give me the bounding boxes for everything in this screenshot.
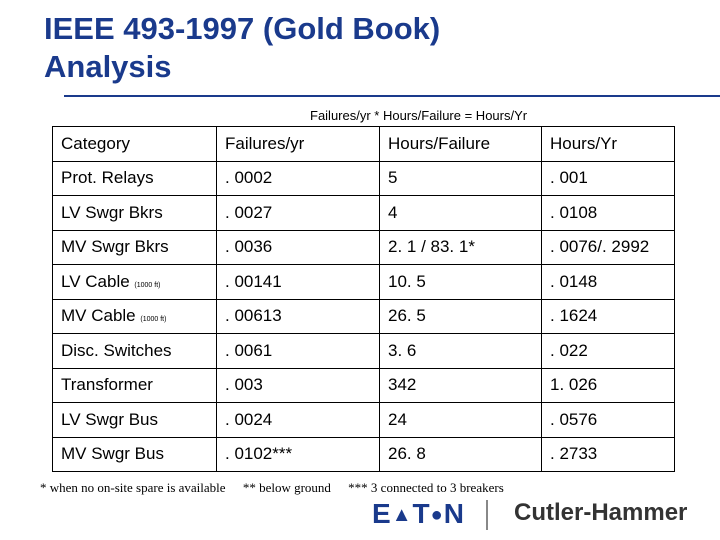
table-row (53, 437, 675, 472)
cell-hours-yr-text: . 022 (550, 340, 588, 360)
cell-hours-failure (380, 403, 542, 438)
table-row (53, 368, 675, 403)
cell-hours-failure (380, 265, 542, 300)
cell-hours-failure (380, 161, 542, 196)
cell-failures-yr-text: . 0027 (225, 202, 273, 222)
cell-failures-yr (217, 334, 380, 369)
cell-hours-failure (380, 334, 542, 369)
table-row (53, 196, 675, 231)
cell-hours-yr-text: . 1624 (550, 306, 598, 326)
cell-failures-yr-text: . 00613 (225, 306, 282, 326)
cell-category-text: MV Swgr Bkrs (61, 237, 169, 257)
logo-divider (486, 500, 488, 530)
cell-failures-yr (217, 265, 380, 300)
cell-category-text: LV Swgr Bus (61, 409, 159, 429)
cell-hours-yr-text: . 0108 (550, 202, 598, 222)
cell-hours-yr (542, 437, 675, 472)
cell-hours-failure-text: 2. 1 / 83. 1* (388, 237, 475, 257)
cell-hours-yr (542, 334, 675, 369)
footnote-below-ground: ** below ground (242, 480, 331, 495)
cell-hours-yr (542, 403, 675, 438)
cell-failures-yr-text: . 0024 (225, 409, 273, 429)
cell-hours-yr (542, 299, 675, 334)
cell-hours-failure-text: 10. 5 (388, 271, 426, 291)
header-category: Category (53, 127, 217, 162)
cell-hours-yr (542, 265, 675, 300)
cell-hours-yr (542, 368, 675, 403)
header-failures-yr: Failures/yr (217, 127, 380, 162)
eaton-logo: E▲T●N (372, 498, 465, 529)
cell-hours-failure (380, 196, 542, 231)
cell-category-text: Prot. Relays (61, 168, 154, 188)
cell-hours-yr-text: . 0076/. 2992 (550, 237, 650, 257)
header-hours-yr: Hours/Yr (542, 127, 675, 162)
cell-category-note: (1000 ft) (134, 281, 161, 289)
table-header-row (53, 127, 675, 162)
cell-category-text: Disc. Switches (61, 340, 172, 360)
cell-hours-failure (380, 299, 542, 334)
cell-category-text: LV Swgr Bkrs (61, 202, 163, 222)
cell-hours-failure-text: 26. 8 (388, 444, 426, 464)
cell-category-note: (1000 ft) (140, 316, 167, 324)
cell-failures-yr (217, 299, 380, 334)
cell-failures-yr-text: . 003 (225, 375, 263, 395)
slide-title-line2: Analysis (44, 49, 172, 84)
cell-category-text: MV Cable (61, 306, 136, 326)
cell-hours-yr (542, 196, 675, 231)
cell-hours-failure (380, 368, 542, 403)
cell-hours-failure-text: 5 (388, 168, 398, 188)
slide-title-line1: IEEE 493-1997 (Gold Book) (44, 11, 441, 46)
cell-failures-yr (217, 403, 380, 438)
brand-logos (372, 498, 702, 532)
cell-hours-failure-text: 3. 6 (388, 340, 417, 360)
cell-category (53, 299, 217, 334)
table-row (53, 161, 675, 196)
cell-failures-yr-text: . 0036 (225, 237, 273, 257)
cell-category (53, 230, 217, 265)
cell-category-text: LV Cable (61, 271, 130, 291)
table-row (53, 403, 675, 438)
cell-hours-yr (542, 230, 675, 265)
cell-failures-yr (217, 161, 380, 196)
table-row (53, 265, 675, 300)
cell-failures-yr-text: . 0061 (225, 340, 273, 360)
cell-hours-failure-text: 4 (388, 202, 398, 222)
slide-title (44, 10, 440, 86)
cell-failures-yr (217, 437, 380, 472)
table-row (53, 299, 675, 334)
table-row (53, 230, 675, 265)
cell-hours-failure-text: 26. 5 (388, 306, 426, 326)
cell-failures-yr-text: . 0102*** (225, 444, 293, 464)
cell-hours-yr-text: . 001 (550, 168, 588, 188)
footnote-spare: * when no on-site spare is available (40, 480, 226, 495)
cell-failures-yr-text: . 00141 (225, 271, 282, 291)
cell-failures-yr-text: . 0002 (225, 168, 273, 188)
cell-category (53, 196, 217, 231)
cell-hours-yr-text: 1. 026 (550, 375, 598, 395)
cell-hours-yr-text: . 0148 (550, 271, 598, 291)
footnotes (40, 480, 518, 496)
cell-failures-yr (217, 368, 380, 403)
reliability-table (52, 126, 675, 472)
header-hours-failure: Hours/Failure (380, 127, 542, 162)
title-underline (64, 95, 720, 97)
cell-category (53, 265, 217, 300)
cell-hours-yr-text: . 2733 (550, 444, 598, 464)
cell-category-text: MV Swgr Bus (61, 444, 164, 464)
cell-failures-yr (217, 230, 380, 265)
cutler-hammer-logo: Cutler-Hammer (514, 499, 688, 526)
cell-hours-yr-text: . 0576 (550, 409, 598, 429)
table-row (53, 334, 675, 369)
cell-hours-yr (542, 161, 675, 196)
cell-category (53, 161, 217, 196)
cell-hours-failure-text: 342 (388, 375, 417, 395)
cell-hours-failure (380, 230, 542, 265)
cell-hours-failure-text: 24 (388, 409, 407, 429)
cell-category (53, 437, 217, 472)
formula-caption: Failures/yr * Hours/Failure = Hours/Yr (310, 108, 528, 123)
cell-category-text: Transformer (61, 375, 153, 395)
cell-failures-yr (217, 196, 380, 231)
cell-category (53, 403, 217, 438)
cell-hours-failure (380, 437, 542, 472)
cell-category (53, 368, 217, 403)
footnote-breakers: *** 3 connected to 3 breakers (348, 480, 504, 495)
cell-category (53, 334, 217, 369)
